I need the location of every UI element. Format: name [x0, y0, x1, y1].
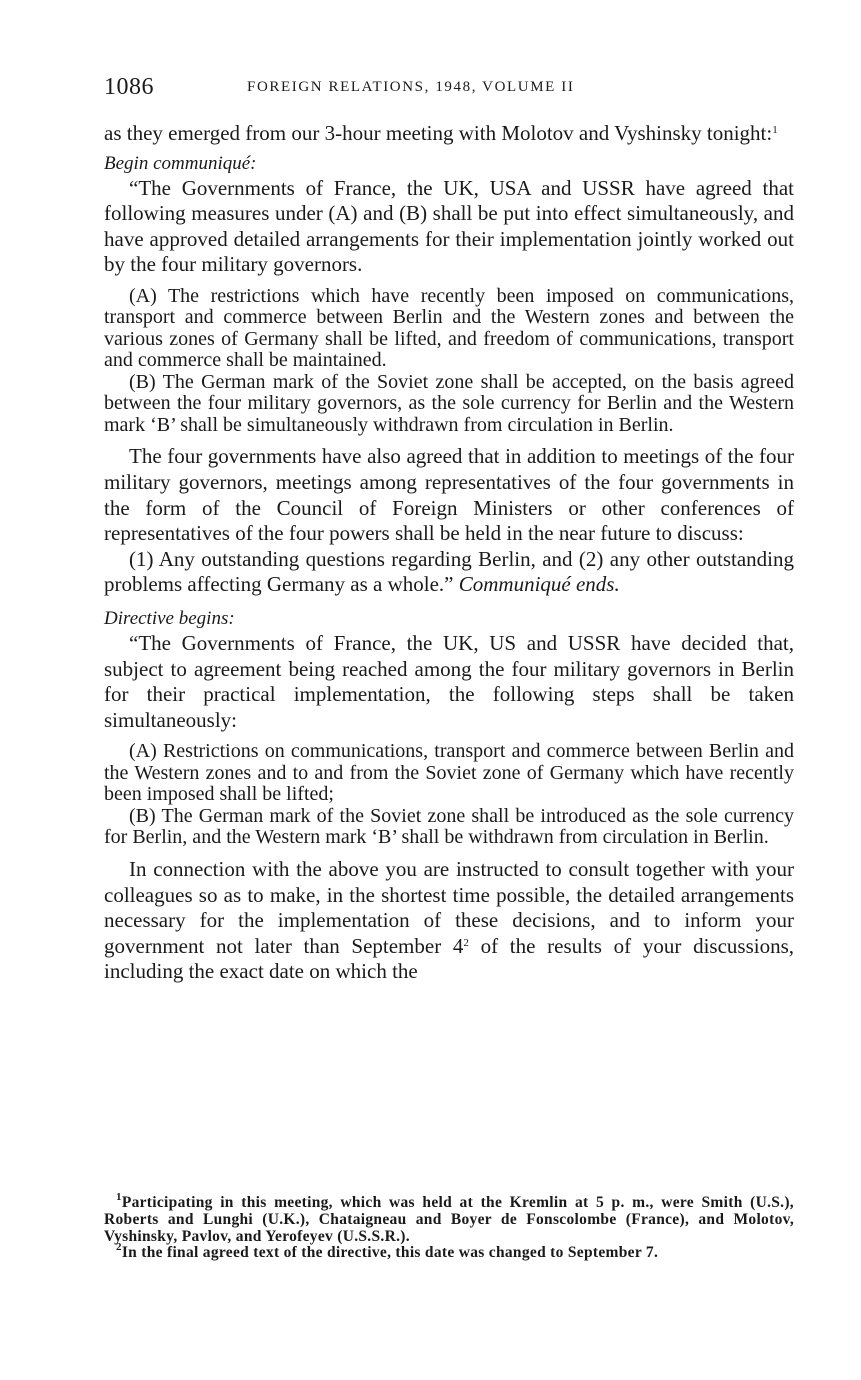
page-header: [104, 74, 794, 104]
page-number: 1086: [104, 74, 154, 100]
directive-paragraph-2-text: In connection with the above you are instructed to consult together with your colleagues so as to make, in the shortest time possible, the detailed arrangements necessary for the implementation of these decisions, and to inform your government not later than September 4: [104, 856, 794, 958]
footnote-2-text: In the final agreed text of the directive, this date was changed to September 7.: [121, 1244, 659, 1262]
communique-paragraph-3-text: (1) Any outstanding questions regarding Berlin, and (2) any other outstanding problems affecting Germany as a whole.”: [104, 546, 794, 597]
footnote-1-mark: 1: [116, 1191, 122, 1203]
footnote-2-mark: 2: [116, 1241, 122, 1254]
footnote-2: [104, 1241, 794, 1262]
directive-paragraph-1: “The Governments of France, the UK, US and USSR have decided that, subject to agreement being reached among the four military governors in Berlin for their practical implementation, the following steps shall be taken simultaneously:: [104, 631, 794, 732]
directive-paragraph-2: [104, 857, 794, 985]
running-head: FOREIGN RELATIONS, 1948, VOLUME II: [247, 79, 575, 95]
paragraph-continuation: [104, 121, 794, 147]
communique-heading: Begin communiqué:: [104, 152, 257, 174]
paragraph-continuation-text: as they emerged from our 3-hour meeting with Molotov and Vyshinsky tonight:: [104, 121, 773, 145]
directive-item-b: (B) The German mark of the Soviet zone shall be introduced as the sole currency for Berlin, and the Western mark ‘B’ shall be withdrawn from circulation in Berlin.: [104, 804, 794, 849]
footnote-ref-2: 2: [463, 936, 469, 949]
communique-paragraph-2: The four governments have also agreed that in addition to meetings of the four military governors, meetings among representatives of the four governments in the form of the Council of Foreign Ministers or other conferences of representatives of the four powers shall be held in the near future to discuss:: [104, 444, 794, 546]
footnote-1: [104, 1191, 794, 1245]
footnote-1-text: Participating in this meeting, which was held at the Kremlin at 5 p. m., were Smith (U.S.), Roberts and Lunghi (U.K.), Chataigneau and Boyer de Fonscolombe (France), and Molotov, Vyshinsky, Pavlov, and Yerofeyev (U.S.S.R.).: [104, 1194, 794, 1245]
footnote-ref-1: 1: [772, 124, 778, 136]
communique-ends: Communiqué ends.: [458, 572, 620, 597]
directive-paragraph-2-end: of the results of your discussions, including the exact date on which the: [104, 933, 794, 984]
communique-paragraph-1: “The Governments of France, the UK, USA and USSR have agreed that following measures under (A) and (B) shall be put into effect simultaneously, and have approved detailed arrangements for their implementation jointly worked out by the four military governors.: [104, 175, 794, 277]
footnotes: [104, 1191, 794, 1262]
communique-item-b: (B) The German mark of the Soviet zone shall be accepted, on the basis agreed between the four military governors, as the sole currency for Berlin and the Western mark ‘B’ shall be simultaneously withdrawn from circulation in Berlin.: [104, 370, 794, 436]
communique-item-a: (A) The restrictions which have recently been imposed on communications, transport and commerce between Berlin and the Western zones and between the various zones of Germany shall be lifted, and freedom of communications, transport and commerce shall be maintained.: [104, 284, 794, 372]
body-text: [104, 121, 794, 985]
communique-paragraph-3: [104, 547, 794, 598]
directive-item-a: (A) Restrictions on communications, transport and commerce between Berlin and the Western zones and to and from the Soviet zone of Germany which have recently been imposed shall be lifted;: [104, 740, 794, 806]
directive-heading: Directive begins:: [104, 608, 235, 630]
